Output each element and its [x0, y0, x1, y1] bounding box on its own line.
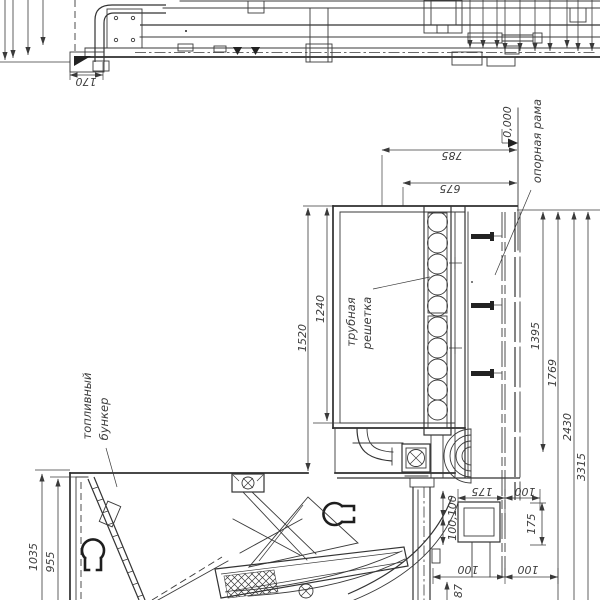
- fuel-bunker-text-line2: бункер: [97, 397, 111, 441]
- fuel-bunker-text-line1: топливный: [80, 372, 94, 440]
- dimension-100-base-left-value: 100: [457, 563, 479, 576]
- airflow-symbol-left: [82, 539, 104, 570]
- return-elbow: [357, 428, 393, 465]
- dimension-100-flange: [505, 485, 540, 498]
- dimension-1035-value: 1035: [27, 543, 40, 571]
- fan-scroll: [348, 497, 458, 600]
- plan-corner-bracket: [70, 52, 104, 72]
- dimension-100-flange-value: 100: [514, 485, 536, 498]
- support-frame-text: опорная рама: [530, 98, 544, 184]
- ash-pan-panel: [215, 547, 408, 598]
- dimension-170-value: 170: [75, 75, 97, 88]
- dimension-87: [447, 582, 465, 600]
- tube-grid: [424, 206, 451, 478]
- fuel-bunker: [70, 473, 145, 600]
- dimension-175-duct-value: 175: [525, 513, 538, 535]
- bearing-unit: [402, 444, 430, 476]
- dimension-1769: [546, 212, 559, 600]
- dimension-1035: [27, 470, 70, 600]
- plan-fittings: [178, 0, 586, 66]
- side-view-projection: [27, 99, 600, 600]
- support-frame-columns: [502, 212, 520, 577]
- dimension-675-value: 675: [439, 182, 461, 195]
- dimension-2430-value: 2430: [561, 413, 574, 441]
- dimension-100-100-value: 100,100: [446, 495, 459, 541]
- dimension-87-value: 87: [452, 584, 465, 598]
- dimension-1240: [303, 206, 340, 423]
- dimension-785-value: 785: [441, 149, 463, 162]
- dimension-100-100-duct: [443, 491, 459, 545]
- dimension-955: [44, 477, 76, 600]
- dimension-100-base-right: [505, 563, 558, 577]
- blower-housing: [444, 429, 471, 483]
- dimension-3315: [575, 212, 588, 600]
- tube-grid-text-line2: решетка: [360, 296, 374, 350]
- outlet-duct: [410, 478, 440, 600]
- top-view-projection: [0, 0, 600, 88]
- dimension-175-flange-value: 175: [471, 485, 493, 498]
- dimension-955-value: 955: [44, 551, 57, 573]
- plan-mounting-plate: [107, 9, 187, 48]
- dimension-1395-value: 1395: [529, 322, 542, 350]
- tube-grid-label: [344, 277, 430, 350]
- dimension-100-base-right-value: 100: [517, 563, 539, 576]
- dimension-1769-value: 1769: [546, 359, 559, 387]
- dimension-175-duct: [525, 503, 546, 545]
- level-mark-value: 0,000: [501, 106, 514, 138]
- airflow-symbol-center: [323, 503, 354, 525]
- dimension-675: [403, 182, 517, 206]
- dimension-1395: [529, 212, 543, 452]
- dimension-3315-value: 3315: [575, 453, 588, 481]
- tube-grid-text-line1: трубная: [344, 297, 358, 347]
- fuel-bunker-label: [80, 372, 117, 487]
- dimension-1520: [296, 208, 309, 471]
- dimension-785: [382, 149, 517, 206]
- anchor-studs: [471, 232, 502, 378]
- dimension-1240-value: 1240: [314, 295, 327, 323]
- plan-dimension-lines-left: [5, 0, 43, 60]
- dimension-1520-value: 1520: [296, 324, 309, 352]
- dimension-2430: [561, 212, 574, 600]
